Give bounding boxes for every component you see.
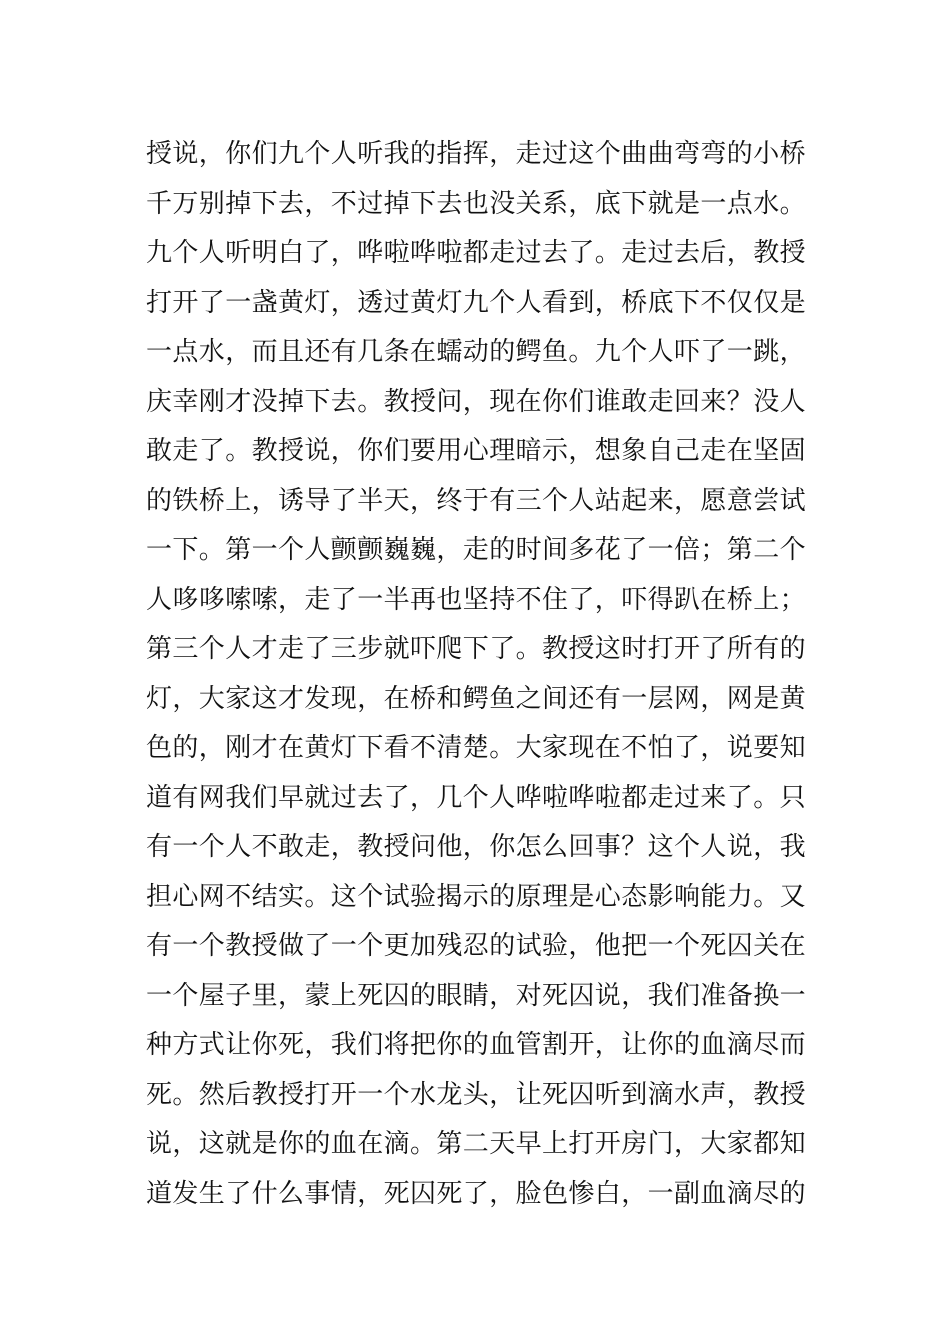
- text-line: 敢走了。教授说，你们要用心理暗示，想象自己走在坚固: [146, 436, 806, 466]
- text-line: 道有网我们早就过去了，几个人哗啦哗啦都走过来了。只: [146, 782, 806, 813]
- text-line: 色的，刚才在黄灯下看不清楚。大家现在不怕了，说要知: [146, 733, 806, 763]
- text-line: 一个屋子里，蒙上死囚的眼睛，对死囚说，我们准备换一: [146, 980, 806, 1011]
- text-line: 说，这就是你的血在滴。第二天早上打开房门，大家都知: [146, 1129, 806, 1159]
- text-line: 的铁桥上，诱导了半天，终于有三个人站起来，愿意尝试: [146, 485, 806, 516]
- text-line: 道发生了什么事情，死囚死了，脸色惨白，一副血滴尽的: [146, 1178, 806, 1209]
- text-line: 九个人听明白了，哗啦哗啦都走过去了。走过去后，教授: [146, 238, 806, 268]
- body-text: [146, 130, 806, 1219]
- text-line: 人哆哆嗦嗦，走了一半再也坚持不住了，吓得趴在桥上；: [146, 584, 806, 615]
- text-line: 千万别掉下去，不过掉下去也没关系，底下就是一点水。: [146, 188, 806, 219]
- text-line: 庆幸刚才没掉下去。教授问，现在你们谁敢走回来？没人: [146, 386, 806, 417]
- text-line: 一点水，而且还有几条在蠕动的鳄鱼。九个人吓了一跳，: [146, 337, 806, 367]
- text-line: 打开了一盏黄灯，透过黄灯九个人看到，桥底下不仅仅是: [146, 287, 806, 318]
- text-line: 种方式让你死，我们将把你的血管割开，让你的血滴尽而: [146, 1030, 806, 1060]
- text-line: 灯，大家这才发现，在桥和鳄鱼之间还有一层网，网是黄: [146, 683, 806, 714]
- text-line: 死。然后教授打开一个水龙头，让死囚听到滴水声，教授: [146, 1079, 806, 1110]
- text-line: 担心网不结实。这个试验揭示的原理是心态影响能力。又: [146, 881, 806, 912]
- text-line: 有一个人不敢走，教授问他，你怎么回事？这个人说，我: [146, 832, 806, 862]
- text-line: 第三个人才走了三步就吓爬下了。教授这时打开了所有的: [146, 634, 806, 664]
- text-line: 授说，你们九个人听我的指挥，走过这个曲曲弯弯的小桥: [146, 139, 806, 169]
- text-line: 有一个教授做了一个更加残忍的试验，他把一个死囚关在: [146, 931, 806, 961]
- text-line: 一下。第一个人颤颤巍巍，走的时间多花了一倍；第二个: [146, 535, 806, 565]
